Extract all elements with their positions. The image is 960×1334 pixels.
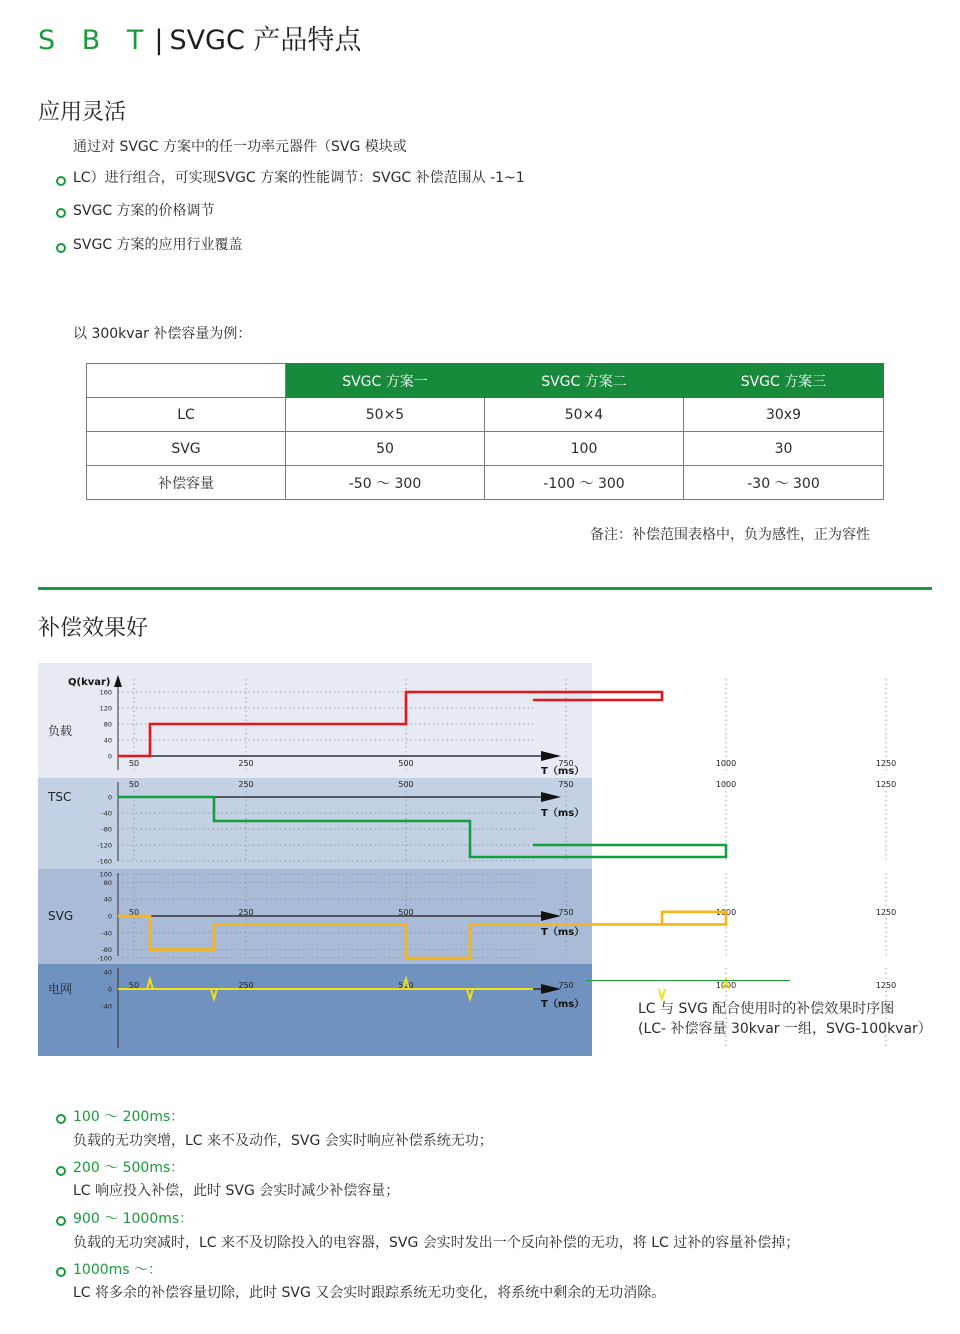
table-cell: 100 [485, 432, 684, 466]
page-title: SVGC 产品特点 [169, 25, 362, 56]
panel-label: TSC [48, 790, 72, 804]
y-tick-label: -100 [97, 954, 112, 963]
x-tick-label: 50 [128, 908, 140, 917]
x-tick-label: 1000 [715, 908, 737, 917]
y-tick-label: -120 [97, 841, 112, 850]
bullet-icon [56, 1216, 66, 1226]
y-tick-label: 40 [103, 895, 112, 904]
table-cell: 30x9 [684, 398, 884, 432]
timeline-desc: 负载的无功突减时，LC 来不及切除投入的电容器，SVG 会实时发出一个反向补偿的无功，将 LC 过补的容量补偿掉； [73, 1235, 800, 1251]
table-row [87, 432, 884, 466]
feature-item: LC）进行组合，可实现SVGC 方案的性能调节：SVGC 补偿范围从 -1~1 [73, 170, 525, 186]
timeline-desc: LC 将多余的补偿容量切除，此时 SVG 又会实时跟踪系统无功变化，将系统中剩余的无功消除。 [73, 1285, 666, 1301]
table-cell: LC [87, 398, 286, 432]
x-tick-label: 250 [238, 780, 254, 789]
caption-leader-line [586, 980, 790, 981]
x-tick-label: 500 [398, 780, 414, 789]
bullet-icon [56, 176, 66, 186]
table-cell: -30 ～ 300 [684, 466, 884, 500]
x-axis-label: T（ms） [541, 808, 585, 819]
x-tick-label: 1250 [875, 981, 897, 990]
page-header [38, 18, 361, 57]
example-text: 以 300kvar 补偿容量为例： [73, 326, 252, 342]
y-tick-label: 160 [99, 688, 112, 697]
timeline-desc: LC 响应投入补偿，此时 SVG 会实时减少补偿容量； [73, 1183, 400, 1199]
table-cell: SVG [87, 432, 286, 466]
y-tick-label: 0 [107, 912, 112, 921]
x-tick-label: 250 [238, 908, 254, 917]
table-header-cell: SVGC 方案一 [286, 364, 485, 398]
brand-logo-text: S B T [38, 25, 153, 56]
feature-item: SVGC 方案的价格调节 [73, 203, 215, 219]
table-cell: 50×5 [286, 398, 485, 432]
x-axis-label: T（ms） [541, 927, 585, 938]
chart-panel-bg [38, 964, 592, 1056]
table-cell: 50 [286, 432, 485, 466]
x-axis-label: T（ms） [541, 766, 585, 777]
chart-caption: LC 与 SVG 配合使用时的补偿效果时序图 [638, 1001, 895, 1017]
y-tick-label: 40 [103, 736, 112, 745]
table-header-cell: SVGC 方案二 [485, 364, 684, 398]
chart-panel-bg [38, 663, 592, 778]
x-tick-label: 50 [128, 759, 140, 768]
x-tick-label: 1250 [875, 908, 897, 917]
x-tick-label: 750 [558, 759, 574, 768]
y-tick-label: 0 [107, 793, 112, 802]
x-tick-label: 250 [238, 981, 254, 990]
section-divider [38, 587, 932, 590]
x-tick-label: 500 [398, 759, 414, 768]
timeline-time: 100 ～ 200ms： [73, 1109, 185, 1125]
y-tick-label: -80 [101, 825, 112, 834]
x-tick-label: 500 [398, 908, 414, 917]
chart-panel-bg [38, 778, 592, 869]
y-tick-label: 40 [103, 968, 112, 977]
x-tick-label: 750 [558, 908, 574, 917]
table-row [87, 398, 884, 432]
x-tick-label: 1000 [715, 780, 737, 789]
y-tick-label: -80 [101, 946, 112, 955]
panel-label: 电网 [48, 982, 73, 996]
table-header-row [87, 364, 884, 398]
y-tick-label: 120 [99, 704, 112, 713]
x-tick-label: 1250 [875, 759, 897, 768]
y-tick-label: -40 [101, 1002, 112, 1011]
x-tick-label: 750 [558, 780, 574, 789]
intro-text: 通过对 SVGC 方案中的任一功率元器件（SVG 模块或 [73, 139, 407, 155]
brand-separator: | [154, 25, 164, 56]
timeline-time: 900 ～ 1000ms： [73, 1211, 194, 1227]
panel-label: 负载 [48, 724, 73, 738]
y-tick-label: 0 [107, 985, 112, 994]
chart-caption-detail: (LC- 补偿容量 30kvar 一组，SVG-100kvar） [638, 1021, 932, 1037]
table-header-cell [87, 364, 286, 398]
y-tick-label: 0 [107, 752, 112, 761]
x-tick-label: 50 [128, 780, 140, 789]
section-title-compensation: 补偿效果好 [38, 616, 149, 641]
table-cell: 50×4 [485, 398, 684, 432]
x-tick-label: 1250 [875, 780, 897, 789]
x-tick-label: 50 [128, 981, 140, 990]
bullet-icon [56, 208, 66, 218]
table-cell: -50 ～ 300 [286, 466, 485, 500]
y-tick-label: -160 [97, 857, 112, 866]
table-row [87, 466, 884, 500]
table-cell: 30 [684, 432, 884, 466]
section-title-flexible: 应用灵活 [38, 100, 127, 125]
y-tick-label: 80 [103, 720, 112, 729]
y-tick-label: -40 [101, 929, 112, 938]
x-tick-label: 500 [398, 981, 414, 990]
y-tick-label: 80 [103, 878, 112, 887]
table-cell: -100 ～ 300 [485, 466, 684, 500]
x-axis-label: T（ms） [541, 999, 585, 1010]
timeline-time: 1000ms ～： [73, 1262, 163, 1278]
y-tick-label: 100 [99, 870, 112, 879]
x-tick-label: 750 [558, 981, 574, 990]
timeline-time: 200 ～ 500ms： [73, 1160, 185, 1176]
bullet-icon [56, 1166, 66, 1176]
y-tick-label: -40 [101, 809, 112, 818]
table-note: 备注：补偿范围表格中，负为感性，正为容性 [590, 527, 870, 543]
table-cell: 补偿容量 [87, 466, 286, 500]
bullet-icon [56, 1114, 66, 1124]
bullet-icon [56, 1267, 66, 1277]
x-tick-label: 250 [238, 759, 254, 768]
x-tick-label: 1000 [715, 981, 737, 990]
bullet-icon [56, 243, 66, 253]
scheme-table [86, 363, 884, 500]
y-axis-label: Q(kvar) [68, 677, 111, 688]
x-tick-label: 1000 [715, 759, 737, 768]
table-header-cell: SVGC 方案三 [684, 364, 884, 398]
timeline-desc: 负载的无功突增，LC 来不及动作，SVG 会实时响应补偿系统无功； [73, 1133, 493, 1149]
panel-label: SVG [48, 909, 74, 923]
feature-item: SVGC 方案的应用行业覆盖 [73, 237, 243, 253]
